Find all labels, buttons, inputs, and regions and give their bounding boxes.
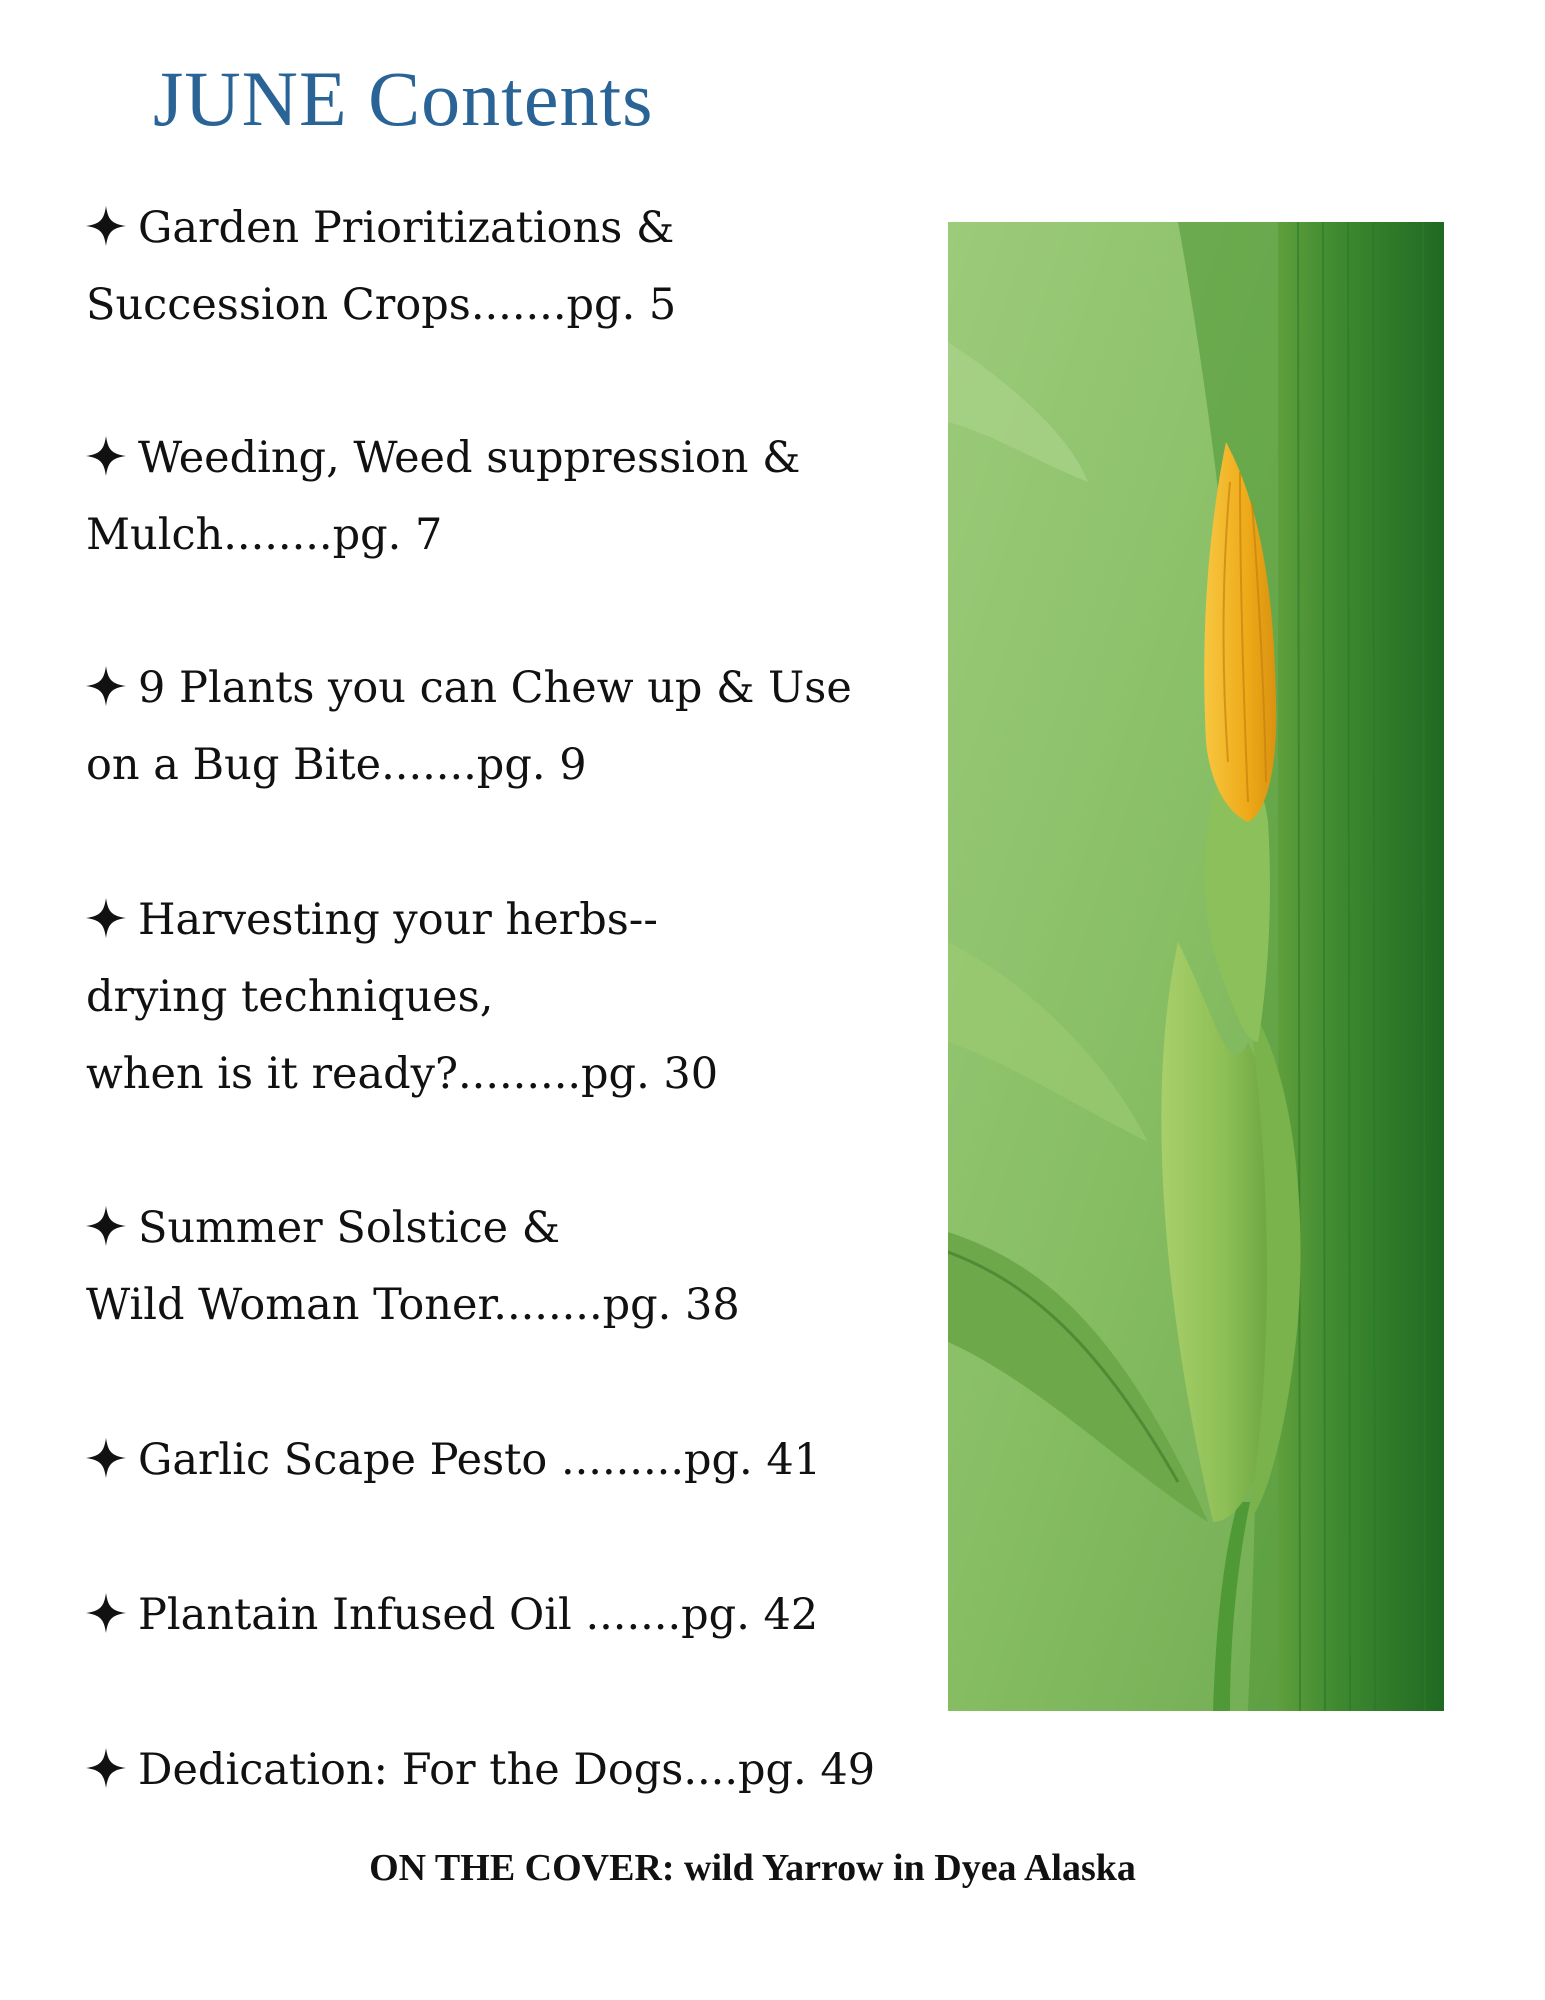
toc-entry-text: Weeding, Weed suppression &: [138, 433, 801, 483]
cover-caption-text: ON THE COVER: wild Yarrow in Dyea Alaska: [369, 1847, 1136, 1889]
cover-photo: [948, 222, 1444, 1711]
toc-entry-line: Succession Crops.......pg. 5: [86, 280, 677, 330]
toc-entry-weeding[interactable]: [86, 420, 946, 574]
cover-caption: [0, 1846, 1545, 1890]
four-point-star-icon: [86, 1206, 126, 1246]
four-point-star-icon: [86, 206, 126, 246]
toc-entry-plantain-infused-oil[interactable]: [86, 1577, 946, 1654]
toc-entry-line: [86, 882, 946, 959]
toc-entry-line: when is it ready?.........pg. 30: [86, 1049, 719, 1099]
toc-entry-line: [86, 420, 946, 497]
toc-entry-line: [86, 1422, 946, 1499]
toc-entry-line: Wild Woman Toner........pg. 38: [86, 1280, 740, 1330]
four-point-star-icon: [86, 1593, 126, 1633]
toc-entry-line: [86, 1190, 946, 1267]
iris-bud-photo: [948, 222, 1444, 1711]
toc-entry-text: Garlic Scape Pesto .........pg. 41: [138, 1435, 822, 1485]
toc-entry-line: [86, 1732, 946, 1809]
four-point-star-icon: [86, 436, 126, 476]
toc-entry-text: Harvesting your herbs--: [138, 895, 658, 945]
toc-entry-text: Dedication: For the Dogs....pg. 49: [138, 1745, 876, 1795]
toc-entry-text: Garden Prioritizations &: [138, 203, 675, 253]
four-point-star-icon: [86, 898, 126, 938]
four-point-star-icon: [86, 1748, 126, 1788]
four-point-star-icon: [86, 666, 126, 706]
toc-entry-line: drying techniques,: [86, 972, 494, 1022]
toc-entry-summer-solstice[interactable]: [86, 1190, 946, 1344]
toc-entry-dedication[interactable]: [86, 1732, 946, 1809]
toc-entry-line: [86, 650, 946, 727]
toc-entry-garlic-scape-pesto[interactable]: [86, 1422, 946, 1499]
toc-entry-line: Mulch........pg. 7: [86, 510, 443, 560]
toc-entry-line: on a Bug Bite.......pg. 9: [86, 740, 587, 790]
toc-entry-line: [86, 1577, 946, 1654]
page-title: JUNE Contents: [153, 55, 654, 142]
toc-entry-text: Summer Solstice &: [138, 1203, 561, 1253]
toc-entry-text: Plantain Infused Oil .......pg. 42: [138, 1590, 819, 1640]
four-point-star-icon: [86, 1438, 126, 1478]
toc-entry-garden-prioritizations[interactable]: [86, 190, 946, 344]
toc-entry-bug-bite-plants[interactable]: [86, 650, 946, 804]
toc-entry-line: [86, 190, 946, 267]
toc-entry-text: 9 Plants you can Chew up & Use: [138, 663, 852, 713]
toc-entry-harvesting-herbs[interactable]: [86, 882, 946, 1113]
